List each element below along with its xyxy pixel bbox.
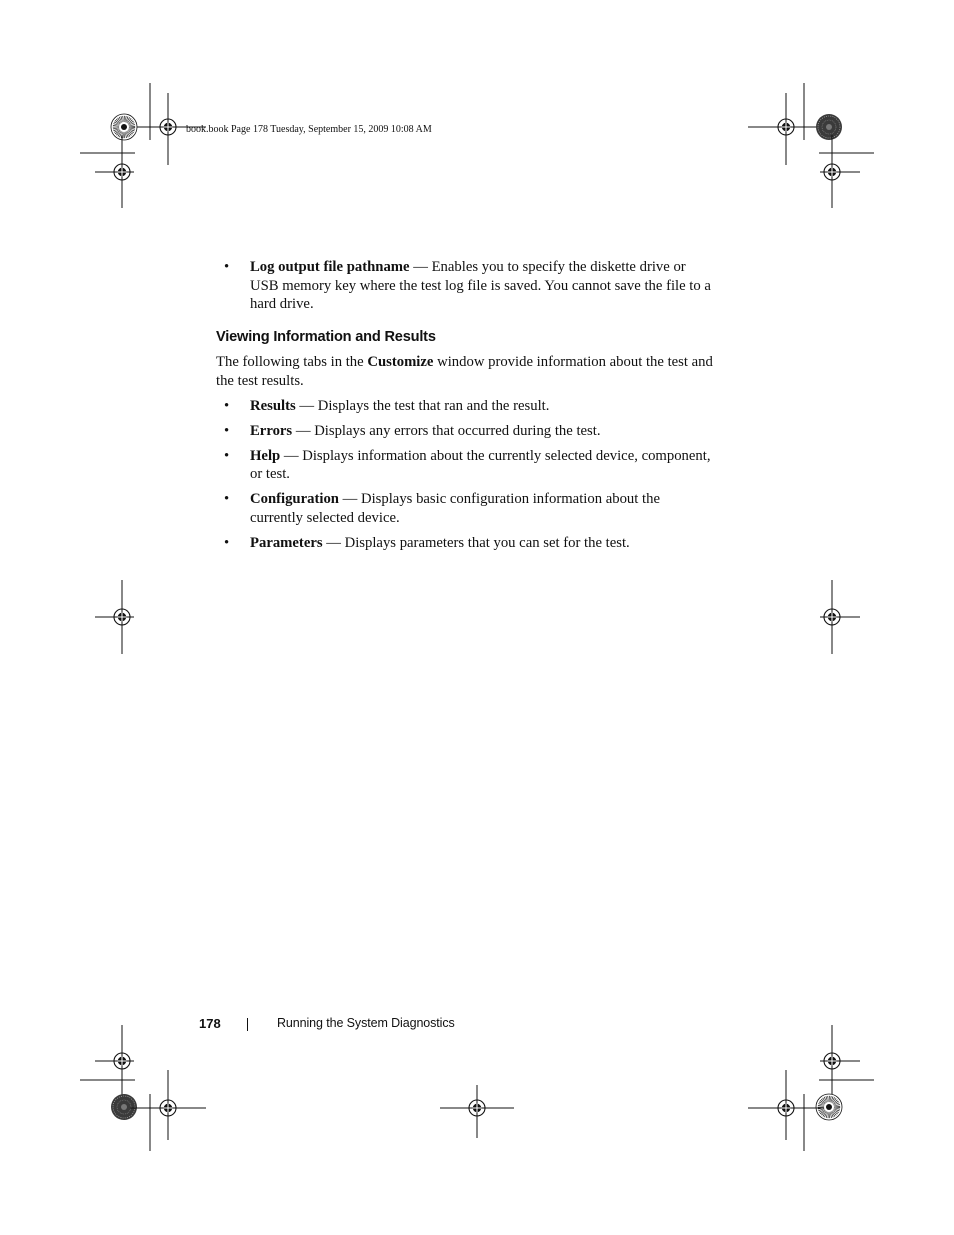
intro-bullet-list (216, 258, 716, 314)
footer-divider (247, 1018, 248, 1031)
print-header: book.book Page 178 Tuesday, September 15, 2009 10:08 AM (186, 124, 432, 135)
list-item-term: Results (250, 397, 296, 414)
paragraph-text: The following tabs in the (216, 353, 368, 370)
list-item-term: Log output file pathname (250, 259, 410, 275)
tabs-bullet-list (216, 397, 716, 553)
bullet-icon: • (224, 397, 230, 414)
list-item (216, 490, 716, 527)
bullet-icon: • (224, 447, 230, 464)
registration-mark-bottom-right (748, 1025, 874, 1151)
registration-mark-bottom-left (80, 1025, 206, 1151)
list-item-text: — Displays any errors that occurred during the test. (292, 422, 601, 439)
list-item (216, 422, 716, 441)
registration-mark-middle-left (95, 580, 134, 654)
list-item-term: Parameters (250, 534, 323, 551)
list-item-term: Help (250, 447, 281, 464)
list-item (216, 258, 716, 314)
chapter-title: Running the System Diagnostics (277, 1016, 455, 1030)
list-item-term: Configuration (250, 491, 339, 507)
paragraph-text: window provide information about the test and the test results. (216, 353, 713, 389)
list-item (216, 534, 716, 553)
list-item-text: — Displays information about the currently selected device, component, or test. (250, 447, 711, 482)
registration-mark-top-left (80, 83, 206, 208)
bullet-icon: • (224, 534, 230, 551)
page-content (216, 258, 716, 559)
bullet-icon: • (224, 259, 230, 275)
paragraph-term: Customize (367, 353, 434, 370)
list-item (216, 397, 716, 416)
registration-mark-middle-right (820, 580, 860, 654)
list-item-term: Errors (250, 422, 293, 439)
list-item-text: — Displays parameters that you can set for the test. (322, 534, 630, 551)
list-item-text: — Displays the test that ran and the result. (295, 397, 550, 414)
registration-mark-top-right (748, 83, 874, 208)
list-item-text: — Enables you to specify the diskette drive or USB memory key where the test log file is saved. You cannot save the file to a hard drive. (250, 259, 711, 312)
bullet-icon: • (224, 422, 230, 439)
list-item (216, 447, 716, 484)
section-heading: Viewing Information and Results (216, 328, 436, 345)
list-item-text: — Displays basic configuration information about the currently selected device. (250, 491, 660, 526)
bullet-icon: • (224, 491, 230, 507)
section-intro-paragraph (216, 353, 716, 391)
registration-mark-bottom-center (440, 1085, 514, 1138)
page-number: 178 (199, 1016, 221, 1031)
